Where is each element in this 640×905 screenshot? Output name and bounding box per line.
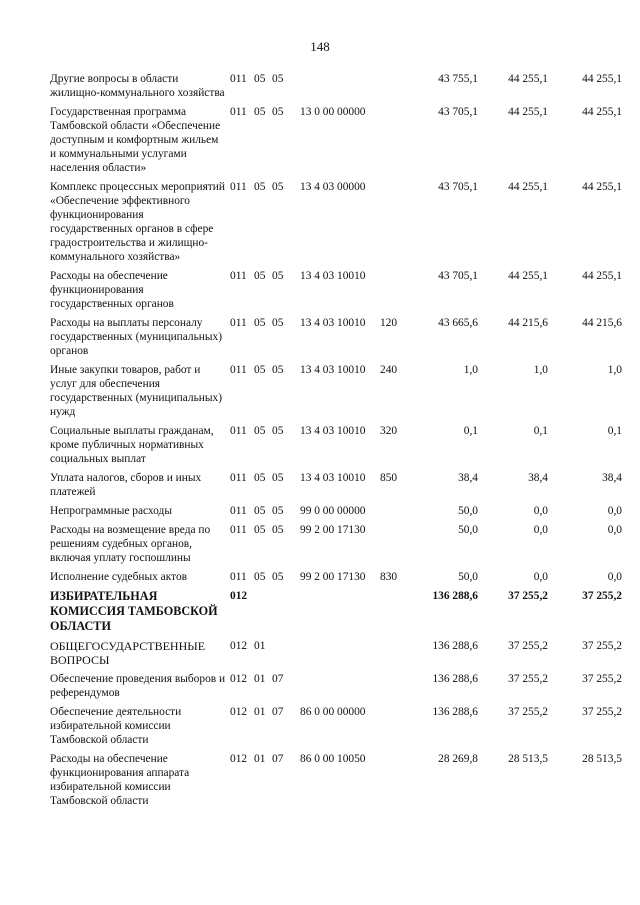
target-article-code: 13 4 03 00000 <box>300 181 366 193</box>
section-code: 05 <box>254 270 266 282</box>
section-code: 05 <box>254 364 266 376</box>
row-name: Обеспечение проведения выборов и референдумов <box>50 673 226 699</box>
row-name: Расходы на обеспечение функционирования аппарата избирательной комиссии Тамбовской области <box>50 753 190 807</box>
amount-year-3: 37 255,2 <box>582 640 622 652</box>
amount-year-2: 37 255,2 <box>508 590 548 602</box>
amount-year-2: 44 255,1 <box>508 106 548 118</box>
target-article-code: 13 4 03 10010 <box>300 317 366 329</box>
subsection-code: 07 <box>272 753 284 765</box>
table-row <box>50 105 624 175</box>
section-code: 01 <box>254 640 266 652</box>
amount-year-2: 44 255,1 <box>508 181 548 193</box>
grbs-code: 012 <box>230 706 248 718</box>
expense-type-code: 830 <box>380 571 398 583</box>
row-name: Расходы на обеспечение функционирования государственных органов <box>50 270 174 310</box>
table-row <box>50 523 624 565</box>
grbs-code: 012 <box>230 753 248 765</box>
amount-year-3: 44 215,6 <box>582 317 622 329</box>
target-article-code: 99 2 00 17130 <box>300 571 366 583</box>
amount-year-2: 28 513,5 <box>508 753 548 765</box>
amount-year-3: 28 513,5 <box>582 753 622 765</box>
grbs-code: 011 <box>230 270 247 282</box>
subsection-code: 05 <box>272 524 284 536</box>
table-row <box>50 424 624 466</box>
amount-year-1: 43 665,6 <box>438 317 478 329</box>
expense-type-code: 240 <box>380 364 398 376</box>
grbs-code: 011 <box>230 317 247 329</box>
row-name: Исполнение судебных актов <box>50 571 188 583</box>
row-name: Уплата налогов, сборов и иных платежей <box>50 472 202 498</box>
amount-year-2: 37 255,2 <box>508 673 548 685</box>
table-row <box>50 672 624 700</box>
subsection-code: 05 <box>272 73 284 85</box>
amount-year-1: 1,0 <box>463 364 478 376</box>
target-article-code: 86 0 00 10050 <box>300 753 366 765</box>
row-name: Государственная программа Тамбовской области «Обеспечение доступным и комфортным жильем и коммунальными услугами населения области» <box>50 106 221 174</box>
amount-year-2: 44 255,1 <box>508 270 548 282</box>
amount-year-1: 43 705,1 <box>438 181 478 193</box>
section-code: 05 <box>254 106 266 118</box>
amount-year-2: 0,0 <box>533 505 548 517</box>
amount-year-1: 50,0 <box>458 524 478 536</box>
amount-year-1: 50,0 <box>458 571 478 583</box>
row-name: Непрограммные расходы <box>50 505 172 517</box>
table-row <box>50 589 624 634</box>
amount-year-3: 37 255,2 <box>582 590 622 602</box>
subsection-code: 05 <box>272 425 284 437</box>
amount-year-3: 0,0 <box>607 571 622 583</box>
amount-year-3: 1,0 <box>607 364 622 376</box>
table-row <box>50 504 624 518</box>
amount-year-3: 0,0 <box>607 505 622 517</box>
amount-year-1: 136 288,6 <box>432 590 478 602</box>
section-code: 05 <box>254 524 266 536</box>
row-name: Иные закупки товаров, работ и услуг для обеспечения государственных (муниципальных) нужд <box>50 364 223 418</box>
section-code: 05 <box>254 181 266 193</box>
row-name: Социальные выплаты гражданам, кроме публичных нормативных социальных выплат <box>50 425 214 465</box>
amount-year-3: 37 255,2 <box>582 673 622 685</box>
expense-type-code: 120 <box>380 317 398 329</box>
table-row <box>50 269 624 311</box>
subsection-code: 05 <box>272 106 284 118</box>
table-row <box>50 705 624 747</box>
amount-year-1: 136 288,6 <box>432 673 478 685</box>
amount-year-2: 37 255,2 <box>508 706 548 718</box>
section-code: 01 <box>254 673 266 685</box>
amount-year-1: 28 269,8 <box>438 753 478 765</box>
amount-year-2: 1,0 <box>533 364 548 376</box>
table-row <box>50 72 624 100</box>
row-name: Другие вопросы в области жилищно-коммунального хозяйства <box>50 73 225 99</box>
grbs-code: 012 <box>230 673 248 685</box>
amount-year-1: 0,1 <box>463 425 478 437</box>
budget-table <box>50 72 624 813</box>
target-article-code: 99 0 00 00000 <box>300 505 366 517</box>
amount-year-1: 43 705,1 <box>438 106 478 118</box>
grbs-code: 011 <box>230 364 247 376</box>
section-code: 05 <box>254 472 266 484</box>
table-row <box>50 316 624 358</box>
grbs-code: 011 <box>230 73 247 85</box>
row-name: Расходы на возмещение вреда по решениям судебных органов, включая уплату госпошлины <box>50 524 211 564</box>
table-row <box>50 639 624 667</box>
amount-year-3: 44 255,1 <box>582 73 622 85</box>
amount-year-2: 0,0 <box>533 524 548 536</box>
table-row <box>50 471 624 499</box>
target-article-code: 86 0 00 00000 <box>300 706 366 718</box>
amount-year-1: 50,0 <box>458 505 478 517</box>
grbs-code: 011 <box>230 181 247 193</box>
grbs-code: 011 <box>230 472 247 484</box>
page-number: 148 <box>310 39 330 54</box>
amount-year-3: 38,4 <box>602 472 622 484</box>
amount-year-3: 44 255,1 <box>582 181 622 193</box>
section-code: 05 <box>254 505 266 517</box>
subsection-code: 05 <box>272 270 284 282</box>
amount-year-2: 44 255,1 <box>508 73 548 85</box>
target-article-code: 13 4 03 10010 <box>300 425 366 437</box>
target-article-code: 13 4 03 10010 <box>300 364 366 376</box>
grbs-code: 012 <box>230 640 248 652</box>
subsection-code: 05 <box>272 364 284 376</box>
amount-year-1: 43 755,1 <box>438 73 478 85</box>
table-row <box>50 570 624 584</box>
subsection-code: 05 <box>272 505 284 517</box>
grbs-code: 011 <box>230 505 247 517</box>
grbs-code: 011 <box>230 106 247 118</box>
target-article-code: 13 4 03 10010 <box>300 472 366 484</box>
amount-year-3: 44 255,1 <box>582 106 622 118</box>
section-code: 01 <box>254 753 266 765</box>
section-code: 05 <box>254 73 266 85</box>
section-code: 05 <box>254 571 266 583</box>
subsection-code: 05 <box>272 317 284 329</box>
amount-year-2: 37 255,2 <box>508 640 548 652</box>
amount-year-3: 37 255,2 <box>582 706 622 718</box>
amount-year-2: 0,0 <box>533 571 548 583</box>
section-code: 05 <box>254 425 266 437</box>
row-name: Обеспечение деятельности избирательной комиссии Тамбовской области <box>50 706 182 746</box>
target-article-code: 13 0 00 00000 <box>300 106 366 118</box>
subsection-code: 05 <box>272 472 284 484</box>
row-name: Расходы на выплаты персоналу государственных (муниципальных) органов <box>50 317 223 357</box>
table-row <box>50 752 624 808</box>
amount-year-1: 136 288,6 <box>432 640 478 652</box>
amount-year-3: 0,0 <box>607 524 622 536</box>
amount-year-1: 43 705,1 <box>438 270 478 282</box>
amount-year-2: 38,4 <box>528 472 548 484</box>
subsection-code: 07 <box>272 706 284 718</box>
amount-year-1: 38,4 <box>458 472 478 484</box>
grbs-code: 012 <box>230 590 248 602</box>
target-article-code: 99 2 00 17130 <box>300 524 366 536</box>
grbs-code: 011 <box>230 425 247 437</box>
amount-year-1: 136 288,6 <box>432 706 478 718</box>
row-name: Комплекс процессных мероприятий «Обеспечение эффективного функционирования государственных органов в сфере градостроительства и жилищно-коммунального хозяйства» <box>50 181 225 263</box>
row-name: ОБЩЕГОСУДАРСТВЕННЫЕ ВОПРОСЫ <box>50 639 206 667</box>
table-row <box>50 363 624 419</box>
amount-year-3: 44 255,1 <box>582 270 622 282</box>
subsection-code: 07 <box>272 673 284 685</box>
target-article-code: 13 4 03 10010 <box>300 270 366 282</box>
expense-type-code: 850 <box>380 472 398 484</box>
amount-year-2: 44 215,6 <box>508 317 548 329</box>
subsection-code: 05 <box>272 571 284 583</box>
amount-year-3: 0,1 <box>607 425 622 437</box>
section-code: 05 <box>254 317 266 329</box>
subsection-code: 05 <box>272 181 284 193</box>
grbs-code: 011 <box>230 571 247 583</box>
row-name: ИЗБИРАТЕЛЬНАЯ КОМИССИЯ ТАМБОВСКОЙ ОБЛАСТИ <box>50 589 218 633</box>
grbs-code: 011 <box>230 524 247 536</box>
expense-type-code: 320 <box>380 425 398 437</box>
section-code: 01 <box>254 706 266 718</box>
amount-year-2: 0,1 <box>533 425 548 437</box>
table-row <box>50 180 624 264</box>
